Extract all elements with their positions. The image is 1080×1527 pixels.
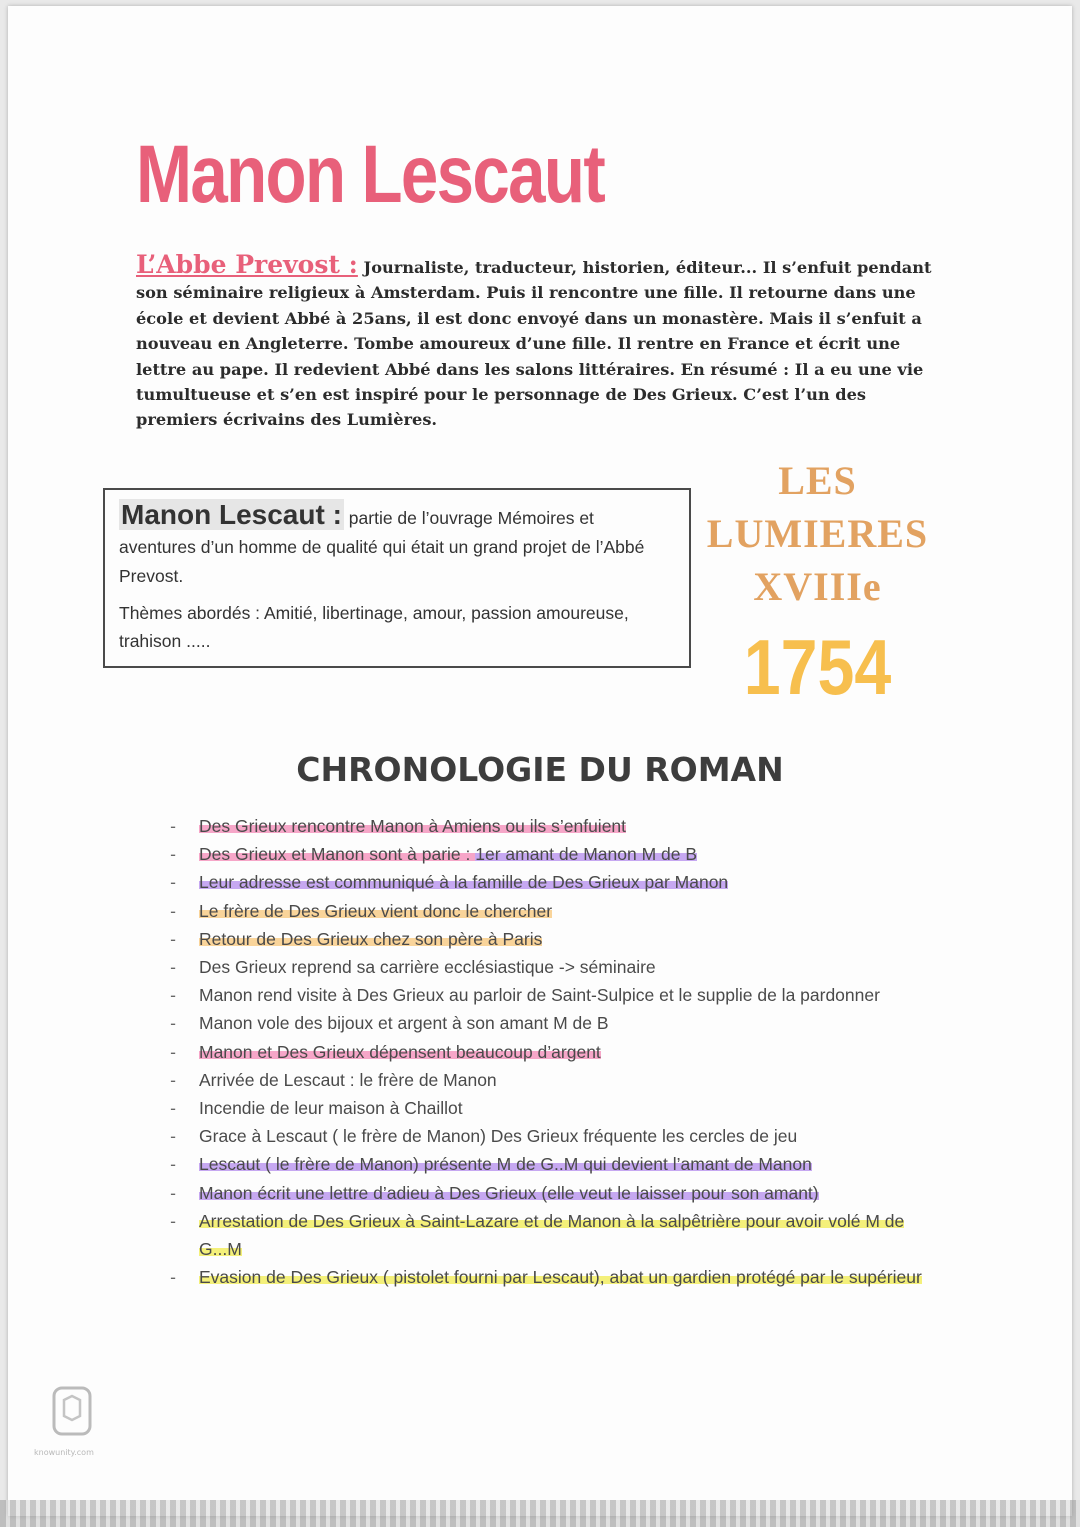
- bullet-marker: -: [170, 1154, 176, 1175]
- list-item: [168, 1094, 938, 1122]
- list-item-text: Manon écrit une lettre d’adieu à Des Grieux (elle veut le laisser pour son amant): [199, 1182, 819, 1203]
- year-label: 1754: [743, 623, 892, 711]
- bullet-marker: -: [170, 1041, 176, 1062]
- list-item: [168, 1066, 938, 1094]
- list-item-text: Des Grieux et Manon sont à parie :: [199, 844, 476, 865]
- list-item-text: Lescaut ( le frère de Manon) présente M de G..M qui devient l’amant de Manon: [199, 1154, 812, 1175]
- list-item-text: Manon rend visite à Des Grieux au parloir de Saint-Sulpice et le supplie de la pardonner: [199, 985, 880, 1006]
- bullet-marker: -: [170, 1126, 176, 1147]
- chronology-title: CHRONOLOGIE DU ROMAN: [296, 750, 784, 789]
- author-bio: Journaliste, traducteur, historien, éditeur... Il s’enfuit pendant son séminaire religieux à Amsterdam. Puis il rencontre une fille. Il retourne dans une école et devient Abbé à 25ans, il est donc envoyé dans un monastère. Mais il s’enfuit a nouveau en Angleterre. Tombe amoureux d’une fille. Il rentre en France et écrit une lettre au pape. Il redevient Abbé dans les salons littéraires. En résumé : Il a eu une vie tumultueuse et s’en est inspiré pour le personnage de Des Grieux. C’est l’un des premiers écrivains des Lumières.: [136, 258, 932, 430]
- list-item: [168, 840, 938, 868]
- scanner-edge-strip: [0, 1500, 1080, 1527]
- bullet-marker: -: [170, 1013, 176, 1034]
- list-item-text: Leur adresse est communiqué à la famille de Des Grieux par Manon: [199, 872, 729, 893]
- list-item-text: Grace à Lescaut ( le frère de Manon) Des Grieux fréquente les cercles de jeu: [199, 1126, 798, 1147]
- summary-paragraph: [119, 500, 675, 591]
- list-item-text: Des Grieux rencontre Manon à Amiens ou ils s’enfuient: [199, 816, 627, 836]
- bullet-marker: -: [170, 844, 176, 865]
- bullet-marker: -: [170, 1267, 176, 1288]
- chronology-list: [168, 812, 938, 1291]
- list-item-text-highlight: 1er amant de Manon M de B: [475, 844, 698, 865]
- list-item-text: Manon et Des Grieux dépensent beaucoup d’argent: [199, 1041, 601, 1062]
- list-item: [168, 981, 938, 1009]
- bullet-marker: -: [170, 1182, 176, 1203]
- list-item: [168, 1038, 938, 1066]
- list-item-text: Evasion de Des Grieux ( pistolet fourni par Lescaut), abat un gardien protégé par le supérieur: [199, 1267, 922, 1288]
- bullet-marker: -: [170, 1069, 176, 1090]
- bullet-marker: -: [170, 816, 176, 836]
- list-item: [168, 953, 938, 981]
- list-item: [168, 1122, 938, 1150]
- list-item-text: Arrivée de Lescaut : le frère de Manon: [199, 1069, 497, 1090]
- list-item-text: Manon vole des bijoux et argent à son amant M de B: [199, 1013, 609, 1034]
- list-item-text: Arrestation de Des Grieux à Saint-Lazare et de Manon à la salpêtrière pour avoir volé M de G...M: [199, 1210, 905, 1260]
- author-paragraph: [136, 252, 946, 433]
- bullet-marker: -: [170, 928, 176, 949]
- list-item-text: Des Grieux reprend sa carrière ecclésiastique -> séminaire: [199, 957, 656, 978]
- list-item-text: Le frère de Des Grieux vient donc le chercher: [199, 900, 553, 921]
- list-item: [168, 1150, 938, 1178]
- list-item: [168, 1009, 938, 1037]
- list-item: [168, 1179, 938, 1207]
- list-item: [168, 1207, 938, 1263]
- bullet-marker: -: [170, 957, 176, 978]
- era-line-2: LUMIERES: [706, 511, 929, 556]
- era-line-3: XVIIIe: [753, 564, 882, 609]
- era-line-1: LES: [778, 458, 857, 503]
- summary-title: Manon Lescaut :: [121, 499, 342, 530]
- author-heading: L’Abbe Prevost :: [136, 250, 358, 279]
- page-title: Manon Lescaut: [136, 129, 605, 220]
- list-item-text: Incendie de leur maison à Chaillot: [199, 1098, 463, 1119]
- themes-text: Thèmes abordés : Amitié, libertinage, amour, passion amoureuse, trahison .....: [119, 603, 629, 651]
- list-item: [168, 868, 938, 896]
- era-label: [690, 454, 945, 613]
- list-item: [168, 812, 938, 840]
- bullet-marker: -: [170, 900, 176, 921]
- bullet-marker: -: [170, 872, 176, 893]
- list-item: [168, 1263, 938, 1291]
- list-item: [168, 897, 938, 925]
- list-item-text: Retour de Des Grieux chez son père à Paris: [199, 928, 543, 949]
- summary-box: [103, 488, 691, 668]
- bullet-marker: -: [170, 985, 176, 1006]
- knowunity-logo-icon: [50, 1382, 94, 1438]
- watermark: knowunity.com: [34, 1448, 94, 1457]
- summary-text: partie de l’ouvrage Mémoires et aventures d’un homme de qualité qui était un grand projet de l’Abbé Prevost.: [119, 508, 645, 586]
- bullet-marker: -: [170, 1210, 176, 1231]
- bullet-marker: -: [170, 1098, 176, 1119]
- list-item: [168, 925, 938, 953]
